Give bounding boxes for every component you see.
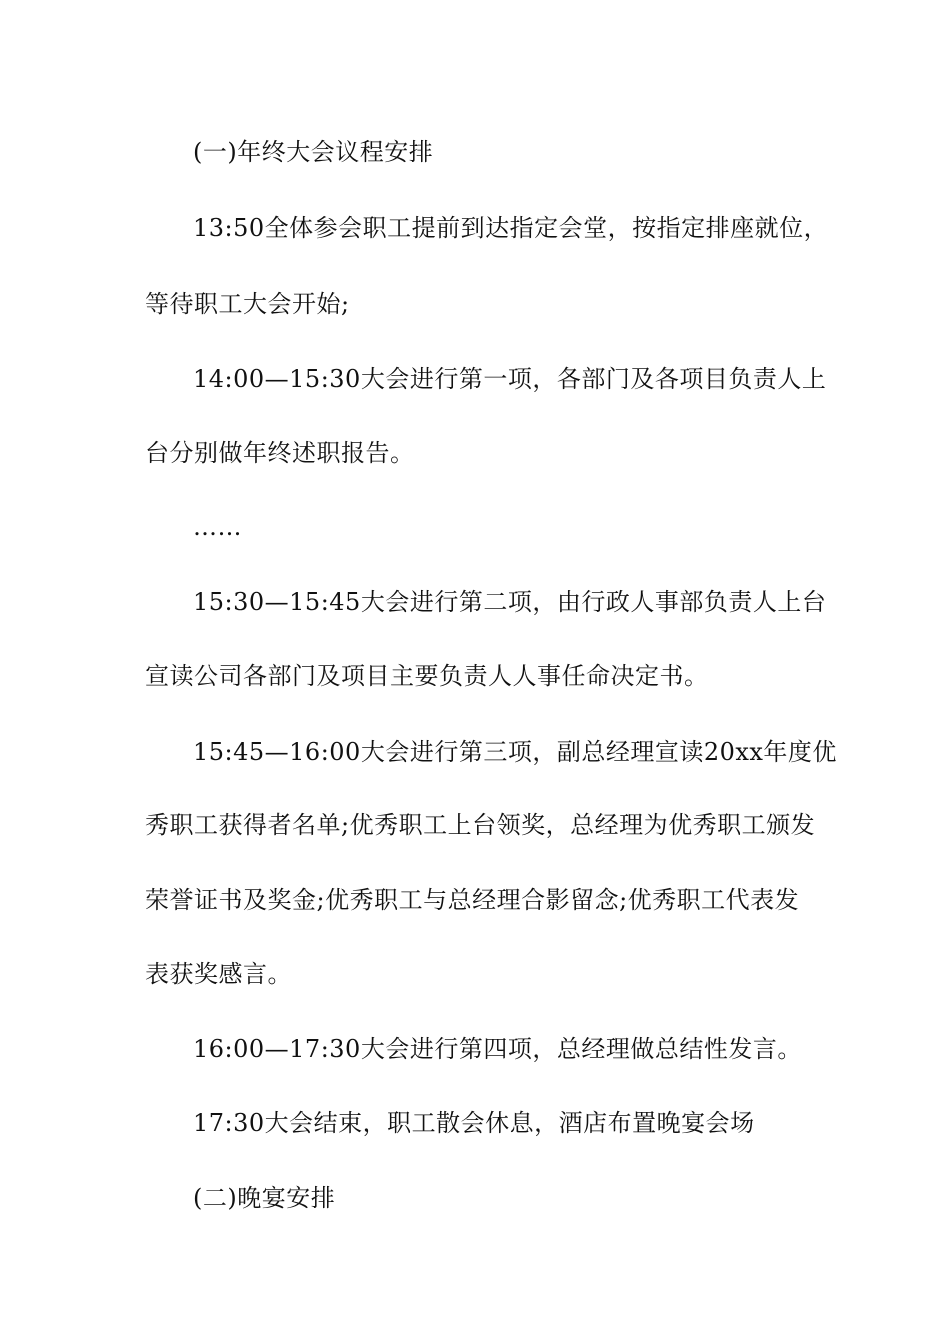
agenda-item-1400-line-2: 台分别做年终述职报告。 [145, 439, 415, 467]
agenda-item-1545-line-4: 表获奖感言。 [145, 960, 292, 988]
agenda-item-1600: 16:00—17:30大会进行第四项，总经理做总结性发言。 [193, 1035, 802, 1063]
section-heading-agenda: (一)年终大会议程安排 [193, 138, 434, 166]
agenda-item-1350-line-1: 13:50全体参会职工提前到达指定会堂，按指定排座就位， [193, 214, 829, 242]
agenda-item-1530-line-2: 宣读公司各部门及项目主要负责人人事任命决定书。 [145, 662, 709, 690]
agenda-item-1545-line-1: 15:45—16:00大会进行第三项，副总经理宣读20xx年度优 [193, 738, 837, 766]
agenda-item-1350-line-2: 等待职工大会开始; [145, 290, 350, 318]
ellipsis-line: …… [193, 513, 242, 541]
agenda-item-1400-line-1: 14:00—15:30大会进行第一项，各部门及各项目负责人上 [193, 365, 827, 393]
agenda-item-1545-line-3: 荣誉证书及奖金;优秀职工与总经理合影留念;优秀职工代表发 [145, 886, 800, 914]
agenda-item-1530-line-1: 15:30—15:45大会进行第二项，由行政人事部负责人上台 [193, 588, 827, 616]
agenda-item-1545-line-2: 秀职工获得者名单;优秀职工上台领奖，总经理为优秀职工颁发 [145, 811, 816, 839]
agenda-item-1730: 17:30大会结束，职工散会休息，酒店布置晚宴会场 [193, 1109, 755, 1137]
section-heading-banquet: (二)晚宴安排 [193, 1184, 336, 1212]
